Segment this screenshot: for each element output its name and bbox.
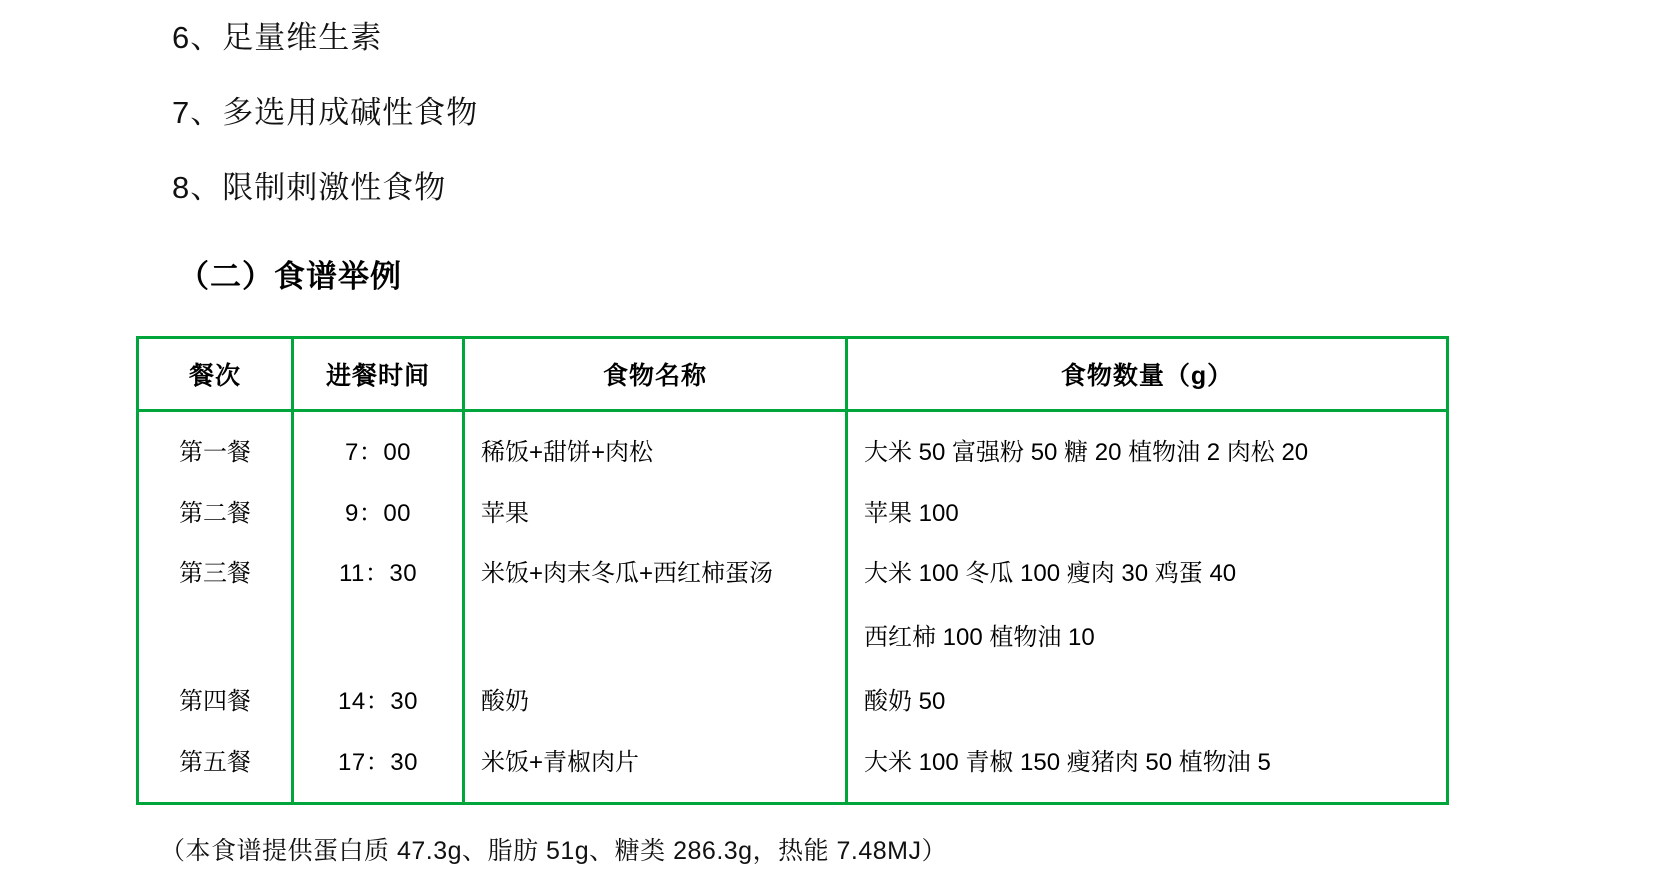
list-item: 8、限制刺激性食物 [172, 170, 447, 205]
table-body [138, 411, 1448, 804]
cell-time: 17：30 [293, 732, 464, 804]
cell-food: 酸奶 [464, 672, 847, 732]
cell-food: 苹果 [464, 484, 847, 544]
cell-meal: 第三餐 [138, 544, 293, 604]
column-header-amount: 食物数量（g） [847, 338, 1448, 411]
cell-meal: 第五餐 [138, 732, 293, 804]
cell-meal: 第四餐 [138, 672, 293, 732]
table-header-row [138, 338, 1448, 411]
cell-meal: 第二餐 [138, 484, 293, 544]
table-row [138, 484, 1448, 544]
table-row [138, 411, 1448, 485]
table-row [138, 732, 1448, 804]
cell-time-empty [293, 604, 464, 672]
cell-time: 9：00 [293, 484, 464, 544]
cell-food: 米饭+肉末冬瓜+西红柿蛋汤 [464, 544, 847, 604]
table-row [138, 544, 1448, 604]
cell-amount: 大米 100 青椒 150 瘦猪肉 50 植物油 5 [847, 732, 1448, 804]
column-header-meal: 餐次 [138, 338, 293, 411]
recipe-table [136, 336, 1449, 805]
table-footnote: （本食谱提供蛋白质 47.3g、脂肪 51g、糖类 286.3g，热能 7.48MJ） [160, 837, 948, 865]
cell-food-empty [464, 604, 847, 672]
cell-time: 14：30 [293, 672, 464, 732]
section-heading: （二）食谱举例 [178, 259, 402, 294]
column-header-time: 进餐时间 [293, 338, 464, 411]
table-row [138, 672, 1448, 732]
cell-amount: 苹果 100 [847, 484, 1448, 544]
cell-meal: 第一餐 [138, 411, 293, 485]
cell-amount: 大米 50 富强粉 50 糖 20 植物油 2 肉松 20 [847, 411, 1448, 485]
recipe-table-container [136, 336, 1438, 805]
list-item: 6、足量维生素 [172, 20, 383, 55]
table-row-continuation [138, 604, 1448, 672]
cell-time: 7：00 [293, 411, 464, 485]
column-header-food: 食物名称 [464, 338, 847, 411]
cell-amount: 酸奶 50 [847, 672, 1448, 732]
cell-meal-empty [138, 604, 293, 672]
table-header [138, 338, 1448, 411]
cell-food: 米饭+青椒肉片 [464, 732, 847, 804]
cell-food: 稀饭+甜饼+肉松 [464, 411, 847, 485]
cell-amount: 大米 100 冬瓜 100 瘦肉 30 鸡蛋 40 [847, 544, 1448, 604]
numbered-list [0, 0, 1654, 203]
cell-amount-continued: 西红柿 100 植物油 10 [847, 604, 1448, 672]
list-item: 7、多选用成碱性食物 [172, 95, 479, 130]
cell-time: 11：30 [293, 544, 464, 604]
